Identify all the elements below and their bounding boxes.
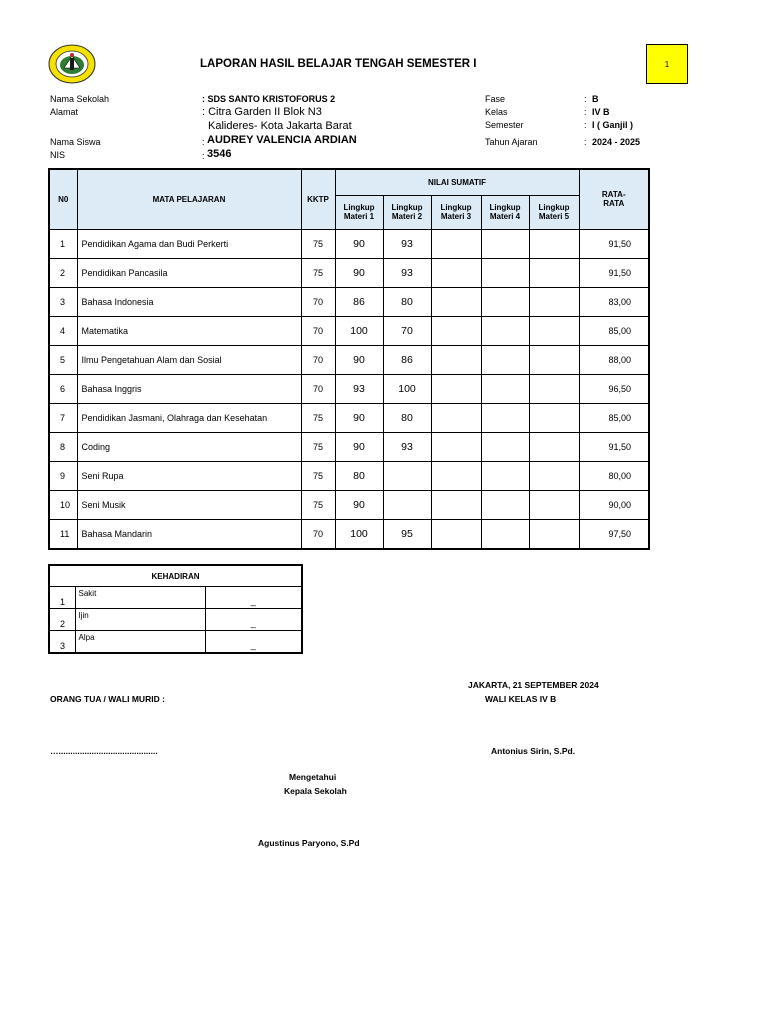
header-lm3-line2: Materi 3 — [440, 212, 472, 221]
row-lm3 — [431, 403, 481, 432]
kelas-label: Kelas — [485, 107, 508, 117]
row-lm5 — [529, 519, 579, 549]
place-date: JAKARTA, 21 SEPTEMBER 2024 — [468, 680, 599, 690]
row-kktp: 75 — [301, 490, 335, 519]
table-row — [49, 316, 649, 345]
header-lm1-line1: Lingkup — [343, 203, 375, 212]
header-lm3 — [431, 195, 481, 229]
row-kktp: 75 — [301, 229, 335, 258]
row-lm3 — [431, 258, 481, 287]
table-row — [49, 287, 649, 316]
row-lm2 — [383, 461, 431, 490]
header-nilai-sumatif: NILAI SUMATIF — [335, 169, 579, 195]
row-lm3 — [431, 461, 481, 490]
row-lm5 — [529, 287, 579, 316]
nis-value: 3546 — [207, 148, 232, 160]
row-no: 11 — [49, 519, 77, 549]
row-lm1: 90 — [335, 490, 383, 519]
row-no: 1 — [49, 229, 77, 258]
row-subject: Pendidikan Jasmani, Olahraga dan Kesehatan — [77, 403, 301, 432]
row-lm3 — [431, 374, 481, 403]
header-lm4-line2: Materi 4 — [489, 212, 521, 221]
kepala-sekolah-label: Kepala Sekolah — [284, 786, 347, 796]
row-lm2: 86 — [383, 345, 431, 374]
wali-kelas-label: WALI KELAS IV B — [485, 694, 557, 704]
row-subject: Bahasa Mandarin — [77, 519, 301, 549]
table-row — [49, 258, 649, 287]
row-rata: 83,00 — [579, 287, 649, 316]
row-lm2 — [383, 490, 431, 519]
row-kktp: 75 — [301, 432, 335, 461]
attendance-table — [48, 564, 303, 654]
attendance-value: _ — [205, 609, 302, 631]
row-kktp: 70 — [301, 519, 335, 549]
header-lm5-line2: Materi 5 — [538, 212, 570, 221]
fase-value: B — [592, 94, 599, 104]
row-lm2: 93 — [383, 229, 431, 258]
row-lm4 — [481, 316, 529, 345]
attendance-row — [49, 631, 302, 654]
row-lm1: 100 — [335, 316, 383, 345]
row-lm3 — [431, 345, 481, 374]
row-lm4 — [481, 519, 529, 549]
attendance-row — [49, 609, 302, 631]
row-no: 9 — [49, 461, 77, 490]
student-name-label: Nama Siswa — [50, 137, 101, 147]
row-kktp: 75 — [301, 258, 335, 287]
row-lm2: 80 — [383, 287, 431, 316]
table-row — [49, 490, 649, 519]
attendance-label: Alpa — [75, 631, 205, 654]
row-lm4 — [481, 403, 529, 432]
header-rata-rata — [579, 169, 649, 229]
row-lm1: 100 — [335, 519, 383, 549]
semester-label: Semester — [485, 120, 524, 130]
row-lm1: 90 — [335, 229, 383, 258]
row-no: 7 — [49, 403, 77, 432]
row-rata: 91,50 — [579, 432, 649, 461]
row-lm1: 90 — [335, 432, 383, 461]
school-name-value: : SDS SANTO KRISTOFORUS 2 — [202, 94, 336, 104]
row-rata: 96,50 — [579, 374, 649, 403]
row-subject: Matematika — [77, 316, 301, 345]
header-lm4-line1: Lingkup — [489, 203, 521, 212]
row-no: 8 — [49, 432, 77, 461]
attendance-value: _ — [205, 631, 302, 654]
header-rata-line2: RATA — [603, 199, 625, 209]
header-lm2-line1: Lingkup — [391, 203, 423, 212]
row-lm3 — [431, 316, 481, 345]
header-no: N0 — [49, 169, 77, 229]
header-lm2 — [383, 195, 431, 229]
row-lm3 — [431, 519, 481, 549]
header-lm5-line1: Lingkup — [538, 203, 570, 212]
attendance-no: 2 — [49, 609, 75, 631]
wali-kelas-name: Antonius Sirin, S.Pd. — [491, 746, 576, 756]
row-subject: Ilmu Pengetahuan Alam dan Sosial — [77, 345, 301, 374]
table-row — [49, 403, 649, 432]
header-lm4 — [481, 195, 529, 229]
tahun-ajaran-label: Tahun Ajaran — [485, 137, 538, 147]
mengetahui-label: Mengetahui — [289, 772, 337, 782]
row-lm1: 93 — [335, 374, 383, 403]
row-kktp: 70 — [301, 345, 335, 374]
header-lm1-line2: Materi 1 — [343, 212, 375, 221]
header-lm1 — [335, 195, 383, 229]
attendance-row — [49, 587, 302, 609]
address-line-1: : Citra Garden II Blok N3 — [202, 106, 322, 118]
fase-colon: : — [584, 94, 587, 104]
fase-label: Fase — [485, 94, 506, 104]
row-subject: Bahasa Indonesia — [77, 287, 301, 316]
row-lm2: 93 — [383, 258, 431, 287]
row-lm4 — [481, 287, 529, 316]
row-lm2: 93 — [383, 432, 431, 461]
parent-label: ORANG TUA / WALI MURID : — [50, 694, 165, 704]
row-lm4 — [481, 432, 529, 461]
row-kktp: 75 — [301, 403, 335, 432]
semester-colon: : — [584, 120, 587, 130]
row-lm3 — [431, 490, 481, 519]
row-subject: Pendidikan Pancasila — [77, 258, 301, 287]
row-rata: 91,50 — [579, 229, 649, 258]
row-lm5 — [529, 258, 579, 287]
kepala-sekolah-name: Agustinus Paryono, S.Pd — [258, 838, 360, 848]
header-lm5 — [529, 195, 579, 229]
tahun-ajaran-colon: : — [584, 137, 587, 147]
school-logo-icon — [48, 44, 96, 84]
attendance-header: KEHADIRAN — [49, 565, 302, 587]
row-rata: 90,00 — [579, 490, 649, 519]
row-lm2: 95 — [383, 519, 431, 549]
row-subject: Seni Rupa — [77, 461, 301, 490]
row-subject: Pendidikan Agama dan Budi Perkerti — [77, 229, 301, 258]
row-lm4 — [481, 258, 529, 287]
parent-signature-line: ….......................................... — [50, 746, 158, 756]
row-lm2: 80 — [383, 403, 431, 432]
row-lm3 — [431, 432, 481, 461]
semester-value: I ( Ganjil ) — [592, 120, 634, 130]
row-lm1: 86 — [335, 287, 383, 316]
attendance-no: 3 — [49, 631, 75, 654]
row-lm4 — [481, 229, 529, 258]
row-kktp: 70 — [301, 316, 335, 345]
row-lm4 — [481, 461, 529, 490]
address-label: Alamat — [50, 107, 79, 117]
table-row — [49, 374, 649, 403]
row-rata: 97,50 — [579, 519, 649, 549]
header-rata-line1: RATA- — [601, 190, 626, 200]
row-lm5 — [529, 345, 579, 374]
row-subject: Bahasa Inggris — [77, 374, 301, 403]
row-lm5 — [529, 374, 579, 403]
row-lm3 — [431, 287, 481, 316]
row-subject: Coding — [77, 432, 301, 461]
page-number-box — [646, 44, 688, 84]
row-rata: 88,00 — [579, 345, 649, 374]
row-lm5 — [529, 490, 579, 519]
row-lm1: 90 — [335, 345, 383, 374]
table-row — [49, 432, 649, 461]
row-kktp: 70 — [301, 287, 335, 316]
attendance-label: Ijin — [75, 609, 205, 631]
tahun-ajaran-value: 2024 - 2025 — [592, 137, 641, 147]
attendance-label: Sakit — [75, 587, 205, 609]
row-lm4 — [481, 374, 529, 403]
row-lm5 — [529, 403, 579, 432]
kelas-value: IV B — [592, 107, 610, 117]
student-name-value: AUDREY VALENCIA ARDIAN — [207, 134, 357, 146]
row-lm5 — [529, 432, 579, 461]
row-lm3 — [431, 229, 481, 258]
row-rata: 85,00 — [579, 316, 649, 345]
nis-colon: : — [202, 151, 205, 161]
row-lm1: 80 — [335, 461, 383, 490]
row-rata: 80,00 — [579, 461, 649, 490]
row-no: 6 — [49, 374, 77, 403]
row-rata: 85,00 — [579, 403, 649, 432]
kelas-colon: : — [584, 107, 587, 117]
row-kktp: 70 — [301, 374, 335, 403]
header-lm3-line1: Lingkup — [440, 203, 472, 212]
header-lm2-line2: Materi 2 — [391, 212, 423, 221]
header-kktp: KKTP — [301, 169, 335, 229]
school-name-label: Nama Sekolah — [50, 94, 110, 104]
row-no: 5 — [49, 345, 77, 374]
page-number: 1 — [664, 59, 670, 69]
attendance-value: _ — [205, 587, 302, 609]
row-lm5 — [529, 316, 579, 345]
row-lm1: 90 — [335, 403, 383, 432]
row-lm5 — [529, 461, 579, 490]
nis-label: NIS — [50, 150, 66, 160]
address-line-2: Kalideres- Kota Jakarta Barat — [208, 120, 352, 132]
row-lm1: 90 — [335, 258, 383, 287]
attendance-no: 1 — [49, 587, 75, 609]
row-no: 4 — [49, 316, 77, 345]
row-no: 3 — [49, 287, 77, 316]
row-no: 2 — [49, 258, 77, 287]
row-rata: 91,50 — [579, 258, 649, 287]
report-title: LAPORAN HASIL BELAJAR TENGAH SEMESTER I — [200, 58, 477, 70]
row-lm4 — [481, 345, 529, 374]
table-row — [49, 519, 649, 549]
row-lm4 — [481, 490, 529, 519]
table-row — [49, 345, 649, 374]
student-name-colon: : — [202, 137, 205, 147]
grades-table — [48, 168, 650, 550]
row-lm2: 100 — [383, 374, 431, 403]
table-row — [49, 229, 649, 258]
row-no: 10 — [49, 490, 77, 519]
row-lm5 — [529, 229, 579, 258]
row-kktp: 75 — [301, 461, 335, 490]
row-lm2: 70 — [383, 316, 431, 345]
row-subject: Seni Musik — [77, 490, 301, 519]
table-row — [49, 461, 649, 490]
header-mata-pelajaran: MATA PELAJARAN — [77, 169, 301, 229]
